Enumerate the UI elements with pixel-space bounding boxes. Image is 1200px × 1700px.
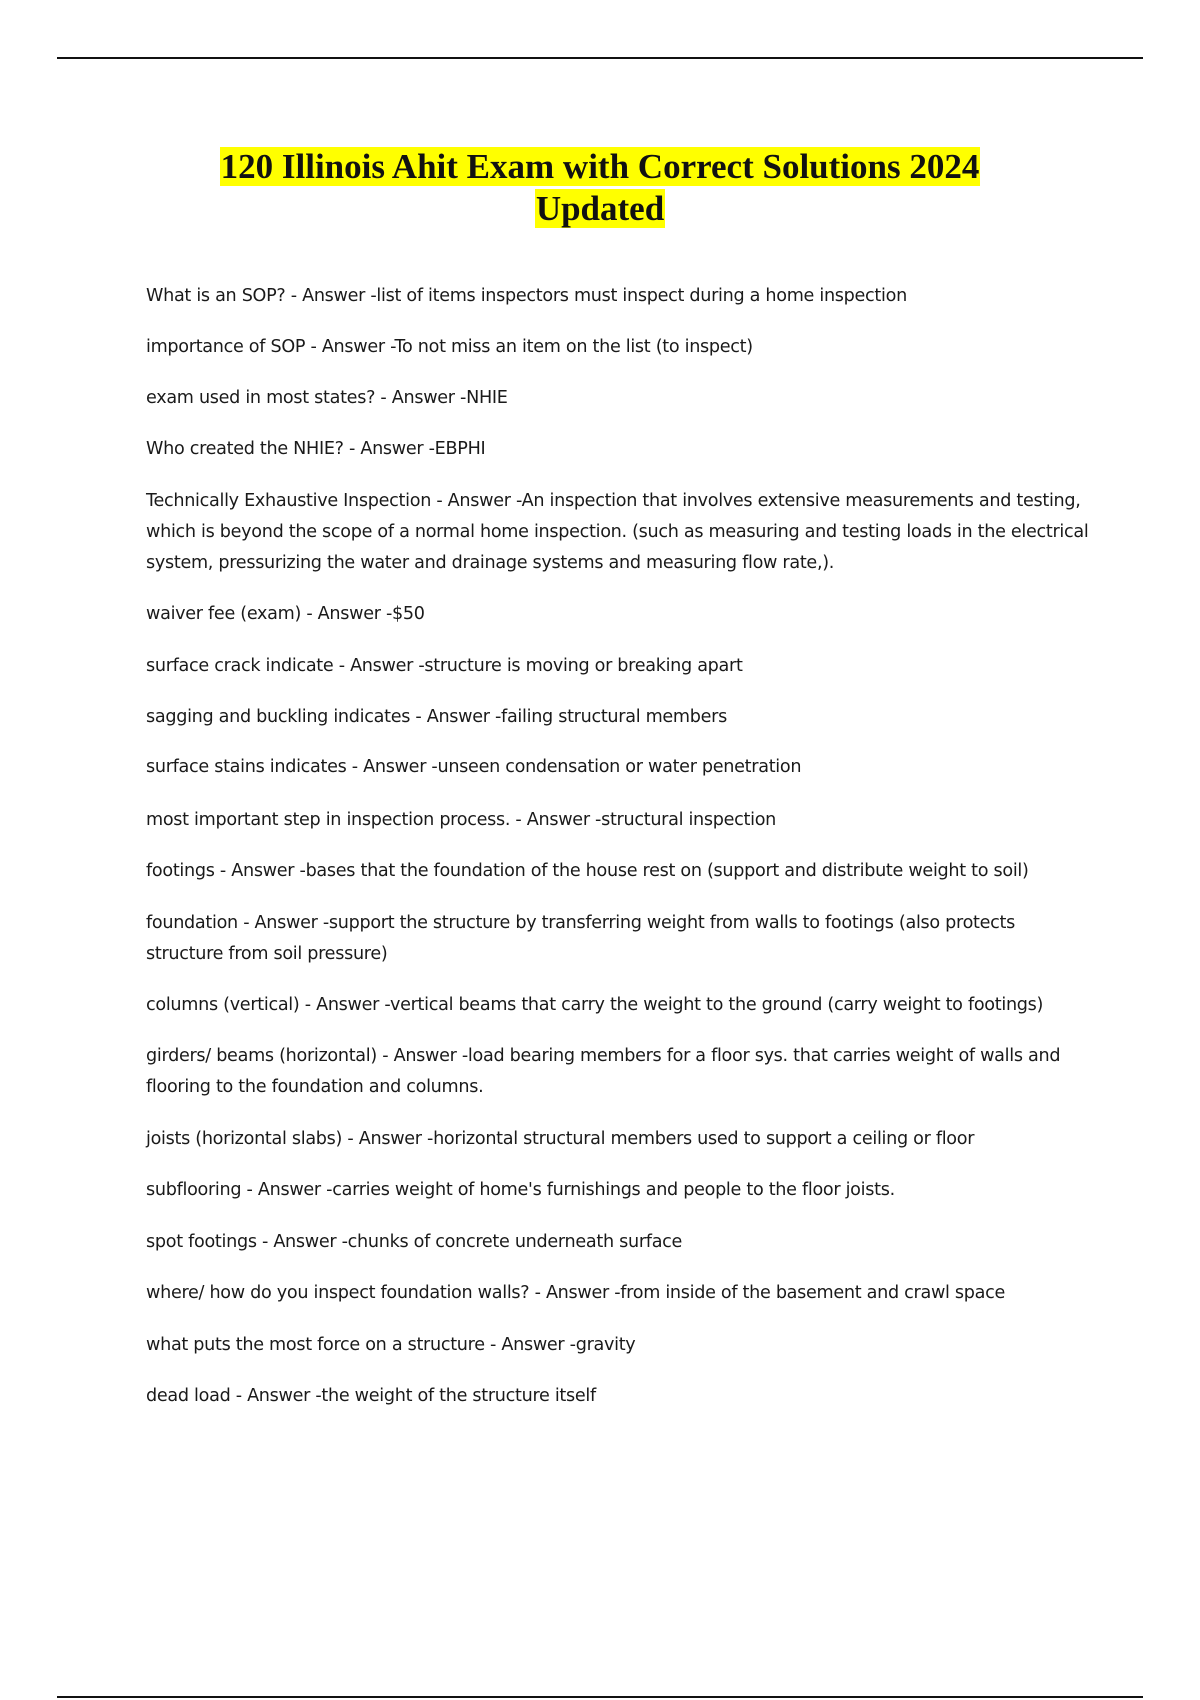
qa-item: surface stains indicates - Answer -unseen condensation or water penetration (146, 757, 802, 777)
qa-item: joists (horizontal slabs) - Answer -horizontal structural members used to support a ceiling or floor (146, 1129, 975, 1149)
qa-item: columns (vertical) - Answer -vertical beams that carry the weight to the ground (carry weight to footings) (146, 995, 1044, 1015)
qa-item: spot footings - Answer -chunks of concrete underneath surface (146, 1232, 683, 1252)
qa-item: what puts the most force on a structure - Answer -gravity (146, 1335, 636, 1355)
qa-item: Who created the NHIE? - Answer -EBPHI (146, 439, 486, 459)
qa-item: where/ how do you inspect foundation walls? - Answer -from inside of the basement and crawl space (146, 1283, 1006, 1303)
qa-item: surface crack indicate - Answer -structure is moving or breaking apart (146, 656, 743, 676)
qa-item: Technically Exhaustive Inspection - Answer -An inspection that involves extensive measurements and testing, which is beyond the scope of a normal home inspection. (such as measuring and testing loads in the electrical system, pressurizing the water and drainage systems and measuring flow rate,). (146, 491, 1089, 573)
qa-item: waiver fee (exam) - Answer -$50 (146, 604, 425, 624)
qa-item: foundation - Answer -support the structure by transferring weight from walls to footings (also protects structure from soil pressure) (146, 913, 1015, 964)
qa-item: exam used in most states? - Answer -NHIE (146, 388, 508, 408)
qa-item: importance of SOP - Answer -To not miss an item on the list (to inspect) (146, 337, 753, 357)
qa-item: footings - Answer -bases that the foundation of the house rest on (support and distribute weight to soil) (146, 861, 1029, 881)
title-line-1: 120 Illinois Ahit Exam with Correct Solutions 2024 (220, 147, 980, 186)
qa-item: most important step in inspection process. - Answer -structural inspection (146, 810, 777, 830)
qa-item: dead load - Answer -the weight of the structure itself (146, 1386, 596, 1406)
qa-item: subflooring - Answer -carries weight of home's furnishings and people to the floor joists. (146, 1180, 895, 1200)
bottom-rule (57, 1696, 1143, 1698)
title-line-2: Updated (535, 189, 665, 228)
qa-item: girders/ beams (horizontal) - Answer -load bearing members for a floor sys. that carries weight of walls and flooring to the foundation and columns. (146, 1046, 1061, 1097)
qa-item: sagging and buckling indicates - Answer -failing structural members (146, 707, 727, 727)
qa-item: What is an SOP? - Answer -list of items inspectors must inspect during a home inspection (146, 286, 907, 306)
